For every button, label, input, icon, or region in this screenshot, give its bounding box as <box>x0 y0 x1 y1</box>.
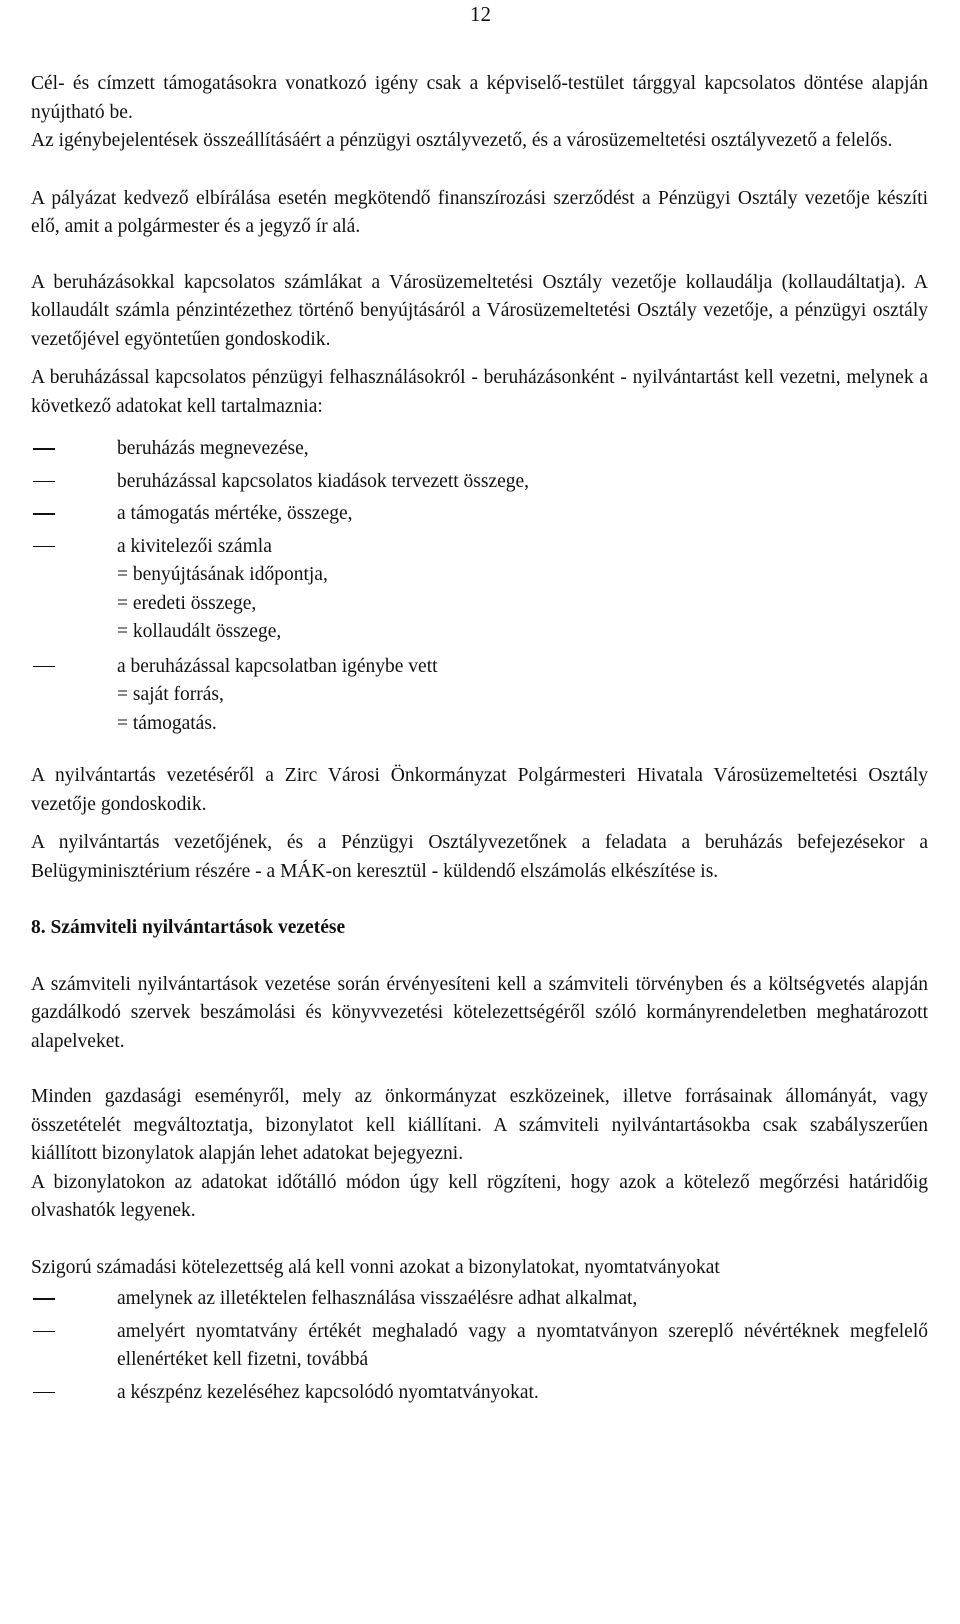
paragraph: A nyilvántartás vezetőjének, és a Pénzügyi Osztályvezetőnek a feladata a beruházás befejezésekor a Belügyminisztérium részére - a MÁK-on keresztül - küldendő elszámolás elkészítése is. <box>31 832 928 882</box>
paragraph: A beruházással kapcsolatos pénzügyi felhasználásokról - beruházásonként - nyilvántartást kell vezetni, melynek a következő adatokat kell tartalmaznia: <box>31 367 928 417</box>
paragraph: Az igénybejelentések összeállításáért a pénzügyi osztályvezető, és a városüzemeltetési osztályvezető a felelős. <box>31 130 893 151</box>
list-item: amelynek az illetéktelen felhasználása visszaélésre adhat alkalmat, <box>31 1285 928 1314</box>
paragraph: Szigorú számadási kötelezettség alá kell vonni azokat a bizonylatokat, nyomtatványokat <box>31 1256 720 1278</box>
data-list <box>31 653 928 682</box>
list-item: a készpénz kezeléséhez kapcsolódó nyomtatványokat. <box>31 1379 928 1408</box>
sub-item: = saját forrás, <box>117 684 224 705</box>
paragraph: A beruházásokkal kapcsolatos számlákat a Városüzemeltetési Osztály vezetője kollaudálja (kollaudáltatja). A kollaudált számla pénzintézethez történő benyújtásáról a Városüzemeltetési Osztály vezetője, a pénzügyi osztály vezetőjével egyöntetűen gondoskodik. <box>31 271 928 350</box>
paragraph: A számviteli nyilvántartások vezetése során érvényesíteni kell a számviteli törvényben és a költségvetés alapján gazdálkodó szervek beszámolási és könyvvezetési kötelezettségéről szóló kormányrendeletben meghatározott alapelveket. <box>31 973 928 1052</box>
sub-item: = eredeti összege, <box>117 592 257 614</box>
sub-item: = benyújtásának időpontja, <box>117 564 328 585</box>
section-heading: 8. Számviteli nyilvántartások vezetése <box>31 917 346 938</box>
sub-item: = támogatás. <box>117 712 217 734</box>
list-item: beruházással kapcsolatos kiadások tervezett összege, <box>31 468 928 497</box>
paragraph: A nyilvántartás vezetéséről a Zirc Városi Önkormányzat Polgármesteri Hivatala Városüzemeltetési Osztály vezetője gondoskodik. <box>31 765 928 815</box>
sub-item: = kollaudált összege, <box>117 621 282 642</box>
list-item: beruházás megnevezése, <box>31 435 928 464</box>
paragraph: Cél- és címzett támogatásokra vonatkozó igény csak a képviselő-testület tárggyal kapcsolatos döntése alapján nyújtható be. <box>31 73 928 123</box>
document-body <box>31 70 928 1407</box>
list-item: a beruházással kapcsolatban igénybe vett <box>31 653 928 682</box>
data-list <box>31 435 928 561</box>
page-number: 12 <box>470 2 491 26</box>
paragraph: Minden gazdasági eseményről, mely az önkormányzat eszközeinek, illetve forrásainak állományát, vagy összetételét megváltoztatja, bizonylatot kell kiállítani. A számviteli nyilvántartásokba csak szabályszerűen kiállított bizonylatok alapján lehet adatokat bejegyezni. <box>31 1086 928 1164</box>
paragraph: A bizonylatokon az adatokat időtálló módon úgy kell rögzíteni, hogy azok a kötelező megőrzési határidőig olvashatók legyenek. <box>31 1171 928 1221</box>
list-item: a kivitelezői számla <box>31 533 928 562</box>
paragraph: A pályázat kedvező elbírálása esetén megkötendő finanszírozási szerződést a Pénzügyi Osztály vezetője készíti elő, amit a polgármester és a jegyző ír alá. <box>31 187 928 237</box>
list-item: a támogatás mértéke, összege, <box>31 500 928 529</box>
voucher-list <box>31 1285 928 1407</box>
list-item: amelyért nyomtatvány értékét meghaladó vagy a nyomtatványon szereplő névértéknek megfelelő ellenértéket kell fizetni, továbbá <box>31 1318 928 1375</box>
